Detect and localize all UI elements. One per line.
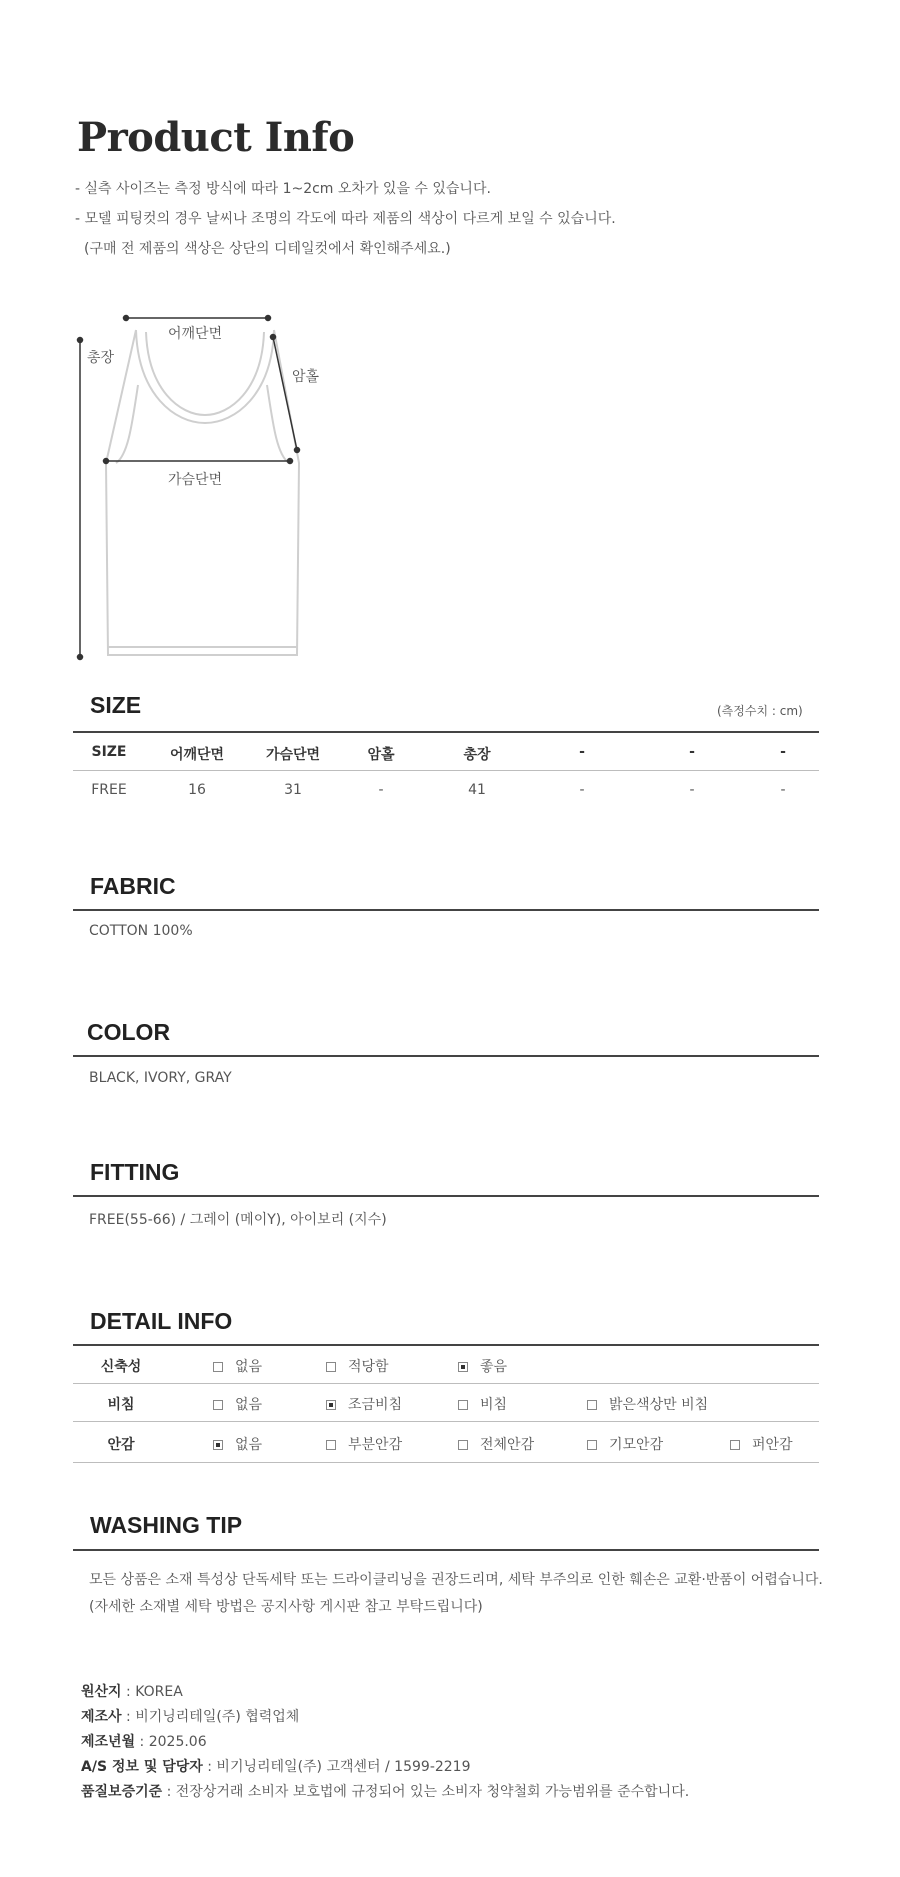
sheer-option-light-colors[interactable]: 밝은색상만 비침 [587, 1394, 708, 1414]
size-header-blank-1: - [579, 744, 585, 760]
detail-label-lining: 안감 [107, 1437, 135, 1453]
size-header-chest: 가슴단면 [265, 747, 321, 763]
footer-manufacturer: 제조사 : 비기닝리테일(주) 협력업체 [81, 1709, 300, 1725]
fabric-divider [73, 909, 819, 911]
lining-option-partial[interactable]: 부분안감 [326, 1434, 402, 1454]
sheer-option-slight[interactable]: 조금비침 [326, 1394, 402, 1414]
size-divider [73, 731, 819, 733]
checkbox-icon [587, 1400, 597, 1410]
size-cell-shoulder: 16 [188, 782, 206, 798]
checkbox-icon [326, 1362, 336, 1372]
size-header-shoulder: 어깨단면 [169, 747, 225, 763]
size-header-armhole: 암홀 [367, 747, 395, 763]
size-cell-blank-1: - [579, 782, 585, 798]
size-cell-blank-2: - [689, 782, 695, 798]
footer-manufacture-date: 제조년월 : 2025.06 [81, 1734, 207, 1750]
size-cell-blank-3: - [780, 782, 786, 798]
lining-option-none[interactable]: 없음 [213, 1434, 262, 1454]
size-header-blank-2: - [689, 744, 695, 760]
diagram-label-length: 총장 [87, 350, 115, 366]
color-section-title: COLOR [87, 1019, 171, 1045]
sheer-option-none[interactable]: 없음 [213, 1394, 262, 1414]
color-value: BLACK, IVORY, GRAY [89, 1070, 232, 1086]
size-cell-armhole: - [378, 782, 384, 798]
checkbox-checked-icon [326, 1400, 336, 1410]
footer-as-contact: A/S 정보 및 담당자 : 비기닝리테일(주) 고객센터 / 1599-2219 [81, 1759, 471, 1775]
detail-row-divider-1 [73, 1383, 819, 1384]
stretch-option-moderate[interactable]: 적당함 [326, 1356, 389, 1376]
tank-top-outline [106, 330, 299, 655]
footer-origin: 원산지 : KOREA [81, 1684, 183, 1700]
washing-line-2: (자세한 소재별 세탁 방법은 공지사항 게시판 참고 부탁드립니다) [89, 1599, 483, 1615]
checkbox-checked-icon [213, 1440, 223, 1450]
lining-option-full[interactable]: 전체안감 [458, 1434, 534, 1454]
size-cell-length: 41 [468, 782, 486, 798]
washing-section-title: WASHING TIP [90, 1512, 243, 1538]
diagram-label-armhole: 암홀 [292, 369, 320, 385]
size-header-divider [73, 770, 819, 771]
lining-option-fleece[interactable]: 기모안감 [587, 1434, 663, 1454]
checkbox-icon [458, 1440, 468, 1450]
size-header-size: SIZE [91, 744, 127, 760]
fabric-value: COTTON 100% [89, 923, 193, 939]
detail-label-sheerness: 비침 [107, 1397, 135, 1413]
size-header-blank-3: - [780, 744, 786, 760]
size-cell-chest: 31 [284, 782, 302, 798]
fitting-divider [73, 1195, 819, 1197]
washing-line-1: 모든 상품은 소재 특성상 단독세탁 또는 드라이클리닝을 권장드리며, 세탁 부주의로 인한 훼손은 교환·반품이 어렵습니다. [89, 1572, 823, 1588]
sheer-option-sheer[interactable]: 비침 [458, 1394, 507, 1414]
checkbox-icon [213, 1400, 223, 1410]
detail-row-divider-3 [73, 1462, 819, 1463]
lining-option-fur[interactable]: 퍼안감 [730, 1434, 793, 1454]
checkbox-icon [587, 1440, 597, 1450]
fitting-value: FREE(55-66) / 그레이 (메이Y), 아이보리 (지수) [89, 1212, 387, 1228]
checkbox-icon [213, 1362, 223, 1372]
footer-quality-standard: 품질보증기준 : 전장상거래 소비자 보호법에 규정되어 있는 소비자 청약철회 가능범위를 준수합니다. [81, 1784, 690, 1800]
checkbox-icon [326, 1440, 336, 1450]
stretch-option-good[interactable]: 좋음 [458, 1356, 507, 1376]
detail-divider [73, 1344, 819, 1346]
detail-section-title: DETAIL INFO [90, 1308, 233, 1334]
size-cell-size: FREE [91, 782, 127, 798]
checkbox-icon [730, 1440, 740, 1450]
note-line-2: - 모델 피팅컷의 경우 날씨나 조명의 각도에 따라 제품의 색상이 다르게 보일 수 있습니다. [75, 211, 616, 227]
page-title: Product Info [77, 114, 355, 161]
diagram-label-shoulder: 어깨단면 [168, 326, 223, 342]
note-line-3: (구매 전 제품의 색상은 상단의 디테일컷에서 확인해주세요.) [84, 241, 451, 257]
fitting-section-title: FITTING [90, 1159, 180, 1185]
checkbox-checked-icon [458, 1362, 468, 1372]
diagram-label-chest: 가슴단면 [168, 472, 223, 488]
detail-label-stretch: 신축성 [100, 1359, 142, 1375]
note-line-1: - 실측 사이즈는 측정 방식에 따라 1~2cm 오차가 있을 수 있습니다. [75, 181, 491, 197]
size-header-length: 총장 [463, 747, 491, 763]
checkbox-icon [458, 1400, 468, 1410]
washing-divider [73, 1549, 819, 1551]
stretch-option-none[interactable]: 없음 [213, 1356, 262, 1376]
size-section-title: SIZE [90, 692, 142, 718]
detail-row-divider-2 [73, 1421, 819, 1422]
size-unit-note: (측정수치 : cm) [717, 704, 803, 718]
fabric-section-title: FABRIC [90, 873, 176, 899]
color-divider [73, 1055, 819, 1057]
